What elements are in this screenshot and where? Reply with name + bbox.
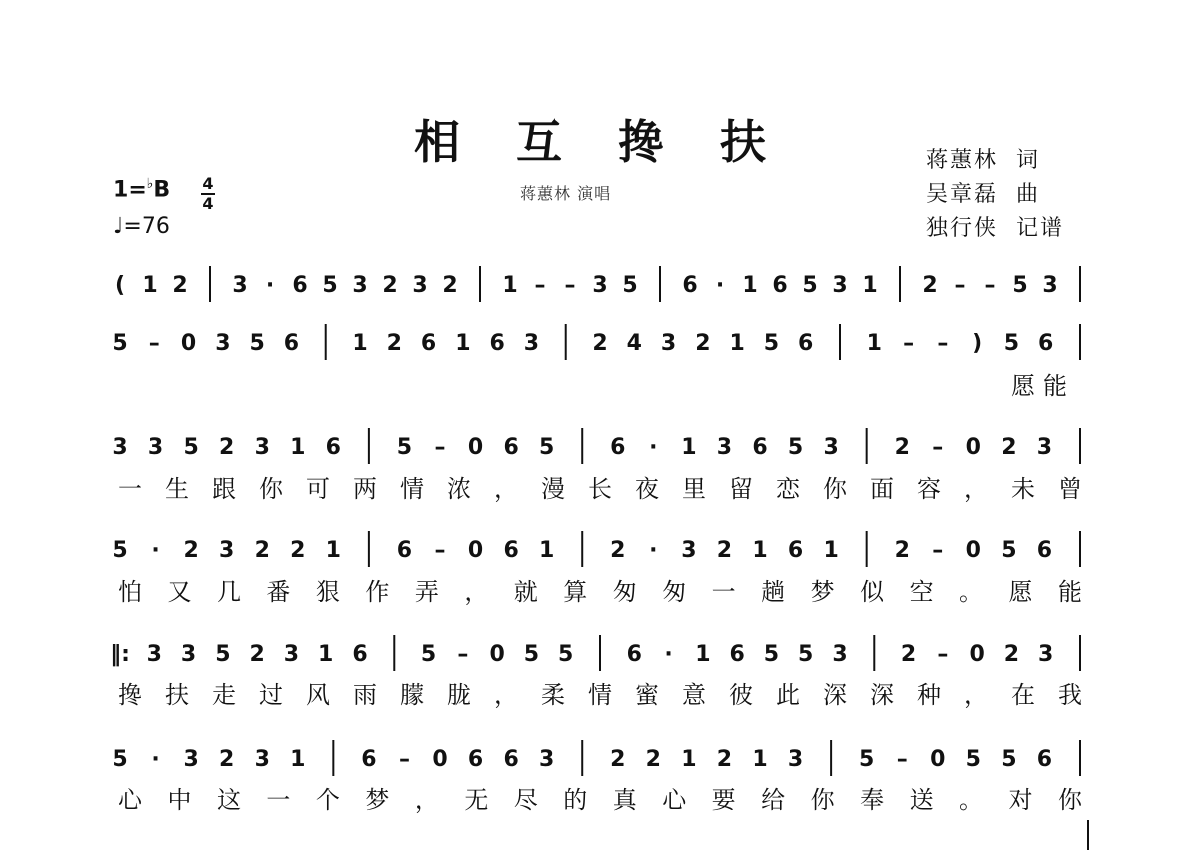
- note: 0: [965, 435, 981, 460]
- note: 6: [503, 538, 519, 563]
- note: 6: [467, 747, 484, 772]
- note: 3: [232, 273, 248, 298]
- note: 5: [798, 642, 814, 667]
- note: 6: [1036, 538, 1053, 563]
- lyric-char: 两: [353, 475, 377, 503]
- lyric-char: 过: [259, 681, 283, 709]
- lyric-char: 尽: [513, 786, 538, 814]
- flat-icon: ♭: [146, 176, 154, 192]
- note: ‖:: [110, 642, 130, 667]
- note: 3: [823, 435, 839, 460]
- lyric-char: 心: [662, 786, 687, 814]
- note: 3: [412, 273, 428, 298]
- lyric-char: 就: [513, 578, 538, 606]
- lyric-char: 风: [306, 681, 330, 709]
- dash-note: –: [937, 331, 949, 356]
- note: 2: [894, 435, 910, 460]
- note: 2: [922, 273, 938, 298]
- dash-note: –: [534, 273, 546, 298]
- lyric-char: 夜: [635, 475, 659, 503]
- lyric-char: 深: [823, 681, 847, 709]
- note: 5: [763, 331, 780, 356]
- lyric-char: 种: [917, 681, 941, 709]
- note: 5: [1001, 538, 1017, 563]
- note: 2: [610, 747, 626, 772]
- dash-note: –: [564, 273, 576, 298]
- note: 3: [660, 331, 677, 356]
- lyric-char: 里: [682, 475, 706, 503]
- lyric-char: 一: [711, 578, 736, 606]
- note: 5: [112, 538, 128, 563]
- note: 3: [592, 273, 608, 298]
- note: 5: [215, 642, 231, 667]
- lyric-char: 你: [259, 475, 283, 503]
- note: 2: [716, 538, 733, 563]
- note: 2: [645, 747, 661, 772]
- note: 3: [147, 435, 164, 460]
- lyric-char: 要: [711, 786, 736, 814]
- dash-note: –: [932, 435, 944, 460]
- dot-note: ·: [649, 435, 658, 460]
- song-title: 相 互 搀 扶: [413, 115, 787, 169]
- note: 5: [420, 642, 437, 667]
- lyric-char: 空: [909, 578, 934, 606]
- note: 1: [290, 435, 306, 460]
- note: 5: [396, 435, 413, 460]
- note: 6: [626, 642, 642, 667]
- dash-note: –: [434, 435, 446, 460]
- note: 5: [1003, 331, 1020, 356]
- note: 6: [503, 747, 519, 772]
- note: ): [972, 331, 983, 356]
- lyric-char: 情: [400, 475, 424, 503]
- note: 1: [681, 747, 697, 772]
- note: 3: [112, 435, 128, 460]
- lyric-char: ，: [964, 475, 988, 503]
- lyric-char: 情: [588, 681, 612, 709]
- dot-note: ·: [151, 747, 160, 772]
- dash-note: –: [903, 331, 915, 356]
- dash-note: –: [984, 273, 996, 298]
- dot-note: ·: [151, 538, 160, 563]
- dash-note: –: [896, 747, 908, 772]
- note: 1: [729, 331, 745, 356]
- lyric-char: 愿: [1011, 372, 1035, 400]
- note: 6: [352, 642, 368, 667]
- lyric-char: 一: [266, 786, 291, 814]
- note: 3: [539, 747, 555, 772]
- note: 0: [432, 747, 448, 772]
- lyric-char: 中: [167, 786, 192, 814]
- transcriber-credit: 独行侠 记谱: [926, 216, 1064, 241]
- lyric-char: 可: [306, 475, 330, 503]
- note: 3: [254, 747, 270, 772]
- lyric-char: 。: [959, 578, 984, 606]
- note: 6: [752, 435, 768, 460]
- lyric-char: ，: [964, 681, 988, 709]
- lyric-char: 狠: [315, 578, 340, 606]
- note: 3: [183, 747, 199, 772]
- lyric-char: 生: [165, 475, 189, 503]
- lyric-char: 怕: [118, 578, 142, 606]
- lyric-char: 对: [1008, 786, 1033, 814]
- lyric-char: 送: [909, 786, 934, 814]
- note: 1: [502, 273, 518, 298]
- lyric-char: 愿: [1008, 578, 1033, 606]
- lyric-char: 在: [1011, 681, 1035, 709]
- note: 2: [1001, 435, 1017, 460]
- lyric-char: 能: [1058, 578, 1082, 606]
- lyric-char: 这: [216, 786, 241, 814]
- dash-note: –: [932, 538, 944, 563]
- lyric-char: 番: [266, 578, 291, 606]
- lyric-char: 漫: [541, 475, 565, 503]
- lyric-char: 柔: [541, 681, 565, 709]
- dot-note: ·: [265, 273, 275, 298]
- note: 6: [361, 747, 377, 772]
- lyric-char: ，: [414, 786, 439, 814]
- note: 5: [787, 435, 804, 460]
- lyric-char: 浓: [447, 475, 471, 503]
- note: 0: [969, 642, 985, 667]
- note: 5: [622, 273, 638, 298]
- lyric-char: 匆: [662, 578, 687, 606]
- note: 3: [219, 538, 235, 563]
- note: 2: [592, 331, 608, 356]
- note: 2: [219, 435, 235, 460]
- lyric-char: 似: [860, 578, 885, 606]
- note: 3: [146, 642, 162, 667]
- note: 2: [290, 538, 306, 563]
- dot-note: ·: [664, 642, 673, 667]
- dash-note: –: [398, 747, 410, 772]
- lyric-char: 意: [682, 681, 706, 709]
- tempo-value: 76: [141, 214, 170, 239]
- note: 0: [467, 538, 484, 563]
- note: 1: [142, 273, 158, 298]
- lyric-char: 面: [870, 475, 894, 503]
- note: 3: [523, 331, 540, 356]
- lyric-char: 恋: [776, 475, 800, 503]
- lyric-char: 胧: [447, 681, 471, 709]
- note: 5: [1012, 273, 1028, 298]
- performer-credit: 蒋蕙林 演唱: [520, 184, 612, 203]
- lyric-char: 你: [823, 475, 847, 503]
- note: 2: [894, 538, 910, 563]
- lyric-char: 梦: [365, 786, 390, 814]
- note: 4: [626, 331, 642, 356]
- lyric-char: 跟: [212, 475, 236, 503]
- note: 5: [183, 435, 199, 460]
- note: 1: [695, 642, 711, 667]
- lyric-char: 一: [118, 475, 142, 503]
- note: 1: [352, 331, 368, 356]
- note: 2: [1003, 642, 1020, 667]
- note: 6: [682, 273, 698, 298]
- lyric-char: 雨: [353, 681, 377, 709]
- lyric-char: 几: [216, 578, 241, 606]
- dash-note: –: [954, 273, 966, 298]
- lyric-char: 扶: [165, 681, 189, 709]
- note: 2: [183, 538, 199, 563]
- note: 3: [215, 331, 231, 356]
- dash-note: –: [148, 331, 160, 356]
- note: 5: [112, 747, 128, 772]
- lyric-char: 长: [588, 475, 612, 503]
- note: 3: [787, 747, 804, 772]
- note: 5: [1001, 747, 1017, 772]
- note: 6: [787, 538, 804, 563]
- lyricist-credit: 蒋蕙林 词: [926, 148, 1040, 173]
- time-signature-top: 4: [202, 174, 214, 193]
- lyric-char: 趟: [761, 578, 786, 606]
- note: 1: [455, 331, 471, 356]
- key-tonic-number: 1: [113, 177, 129, 203]
- lyric-char: 容: [917, 475, 941, 503]
- lyric-char: ，: [494, 475, 518, 503]
- note: 6: [729, 642, 745, 667]
- note: 6: [396, 538, 413, 563]
- quarter-note-icon: ♩: [113, 214, 124, 239]
- note: 5: [965, 747, 981, 772]
- lyric-char: 深: [870, 681, 894, 709]
- lyric-char: 的: [563, 786, 588, 814]
- note: (: [114, 273, 126, 298]
- lyric-char: 奉: [860, 786, 885, 814]
- lyric-char: 我: [1058, 681, 1082, 709]
- lyric-char: 个: [315, 786, 340, 814]
- note: 6: [489, 331, 505, 356]
- note: 2: [442, 273, 458, 298]
- time-signature-bottom: 4: [202, 194, 214, 213]
- note: 3: [832, 273, 848, 298]
- note: 2: [695, 331, 711, 356]
- lyric-char: 彼: [729, 681, 753, 709]
- lyric-char: 曾: [1058, 475, 1082, 503]
- lyric-char: ，: [494, 681, 518, 709]
- key-note: B: [153, 177, 171, 203]
- note: 1: [752, 538, 768, 563]
- note: 3: [1036, 435, 1053, 460]
- note: 0: [965, 538, 981, 563]
- note: 1: [290, 747, 306, 772]
- note: 2: [219, 747, 235, 772]
- note: 6: [283, 331, 300, 356]
- note: 6: [503, 435, 519, 460]
- note: 5: [558, 642, 574, 667]
- lyric-char: 能: [1043, 372, 1067, 400]
- note: 5: [249, 331, 265, 356]
- note: 3: [681, 538, 697, 563]
- note: 3: [1042, 273, 1058, 298]
- note: 0: [467, 435, 484, 460]
- note: 1: [742, 273, 758, 298]
- note: 1: [752, 747, 768, 772]
- note: 3: [716, 435, 733, 460]
- tempo-equals: =: [123, 214, 142, 239]
- note: 0: [489, 642, 505, 667]
- note: 0: [930, 747, 946, 772]
- lyric-char: 又: [167, 578, 192, 606]
- note: 5: [859, 747, 875, 772]
- dash-note: –: [434, 538, 446, 563]
- lyric-char: 梦: [810, 578, 835, 606]
- note: 6: [772, 273, 788, 298]
- note: 3: [283, 642, 300, 667]
- note: 1: [539, 538, 555, 563]
- lyric-char: 作: [365, 578, 390, 606]
- note: 6: [610, 435, 626, 460]
- lyric-char: 心: [118, 786, 142, 814]
- note: 2: [386, 331, 402, 356]
- lyric-char: 。: [959, 786, 984, 814]
- note: 5: [802, 273, 818, 298]
- note: 1: [862, 273, 878, 298]
- lyric-char: 算: [563, 578, 588, 606]
- lyric-char: 此: [776, 681, 800, 709]
- note: 3: [832, 642, 848, 667]
- note: 2: [382, 273, 398, 298]
- note: 1: [325, 538, 341, 563]
- lyric-char: 搀: [118, 681, 142, 709]
- dot-note: ·: [649, 538, 658, 563]
- note: 6: [325, 435, 341, 460]
- note: 3: [254, 435, 270, 460]
- lyric-char: 弄: [414, 578, 439, 606]
- note: 6: [420, 331, 437, 356]
- lyric-char: 匆: [612, 578, 637, 606]
- lyric-char: ，: [464, 578, 489, 606]
- composer-credit: 吴章磊 曲: [926, 182, 1040, 207]
- lyric-char: 留: [729, 475, 753, 503]
- note: 3: [1038, 642, 1054, 667]
- note: 2: [900, 642, 917, 667]
- note: 6: [1036, 747, 1053, 772]
- note: 2: [610, 538, 626, 563]
- dash-note: –: [457, 642, 469, 667]
- note: 1: [823, 538, 839, 563]
- note: 1: [681, 435, 697, 460]
- note: 2: [249, 642, 265, 667]
- note: 6: [798, 331, 814, 356]
- note: 1: [866, 331, 882, 356]
- lyric-char: 未: [1011, 475, 1035, 503]
- dash-note: –: [937, 642, 949, 667]
- note: 0: [180, 331, 197, 356]
- note: 2: [254, 538, 270, 563]
- note: 6: [1038, 331, 1054, 356]
- lyric-char: 你: [810, 786, 835, 814]
- note: 3: [180, 642, 197, 667]
- note: 5: [763, 642, 780, 667]
- lyric-char: 你: [1058, 786, 1082, 814]
- lyric-char: 给: [761, 786, 786, 814]
- key-equals: =: [128, 177, 147, 203]
- dot-note: ·: [715, 273, 725, 298]
- note: 5: [112, 331, 128, 356]
- lyric-char: 无: [464, 786, 489, 814]
- note: 6: [292, 273, 308, 298]
- lyric-char: 朦: [400, 681, 424, 709]
- note: 2: [716, 747, 733, 772]
- note: 5: [523, 642, 540, 667]
- note: 2: [172, 273, 188, 298]
- note: 5: [322, 273, 338, 298]
- lyric-char: 走: [212, 681, 236, 709]
- note: 1: [318, 642, 334, 667]
- lyric-char: 蜜: [635, 681, 659, 709]
- lyric-char: 真: [612, 786, 637, 814]
- note: 3: [352, 273, 368, 298]
- note: 5: [539, 435, 555, 460]
